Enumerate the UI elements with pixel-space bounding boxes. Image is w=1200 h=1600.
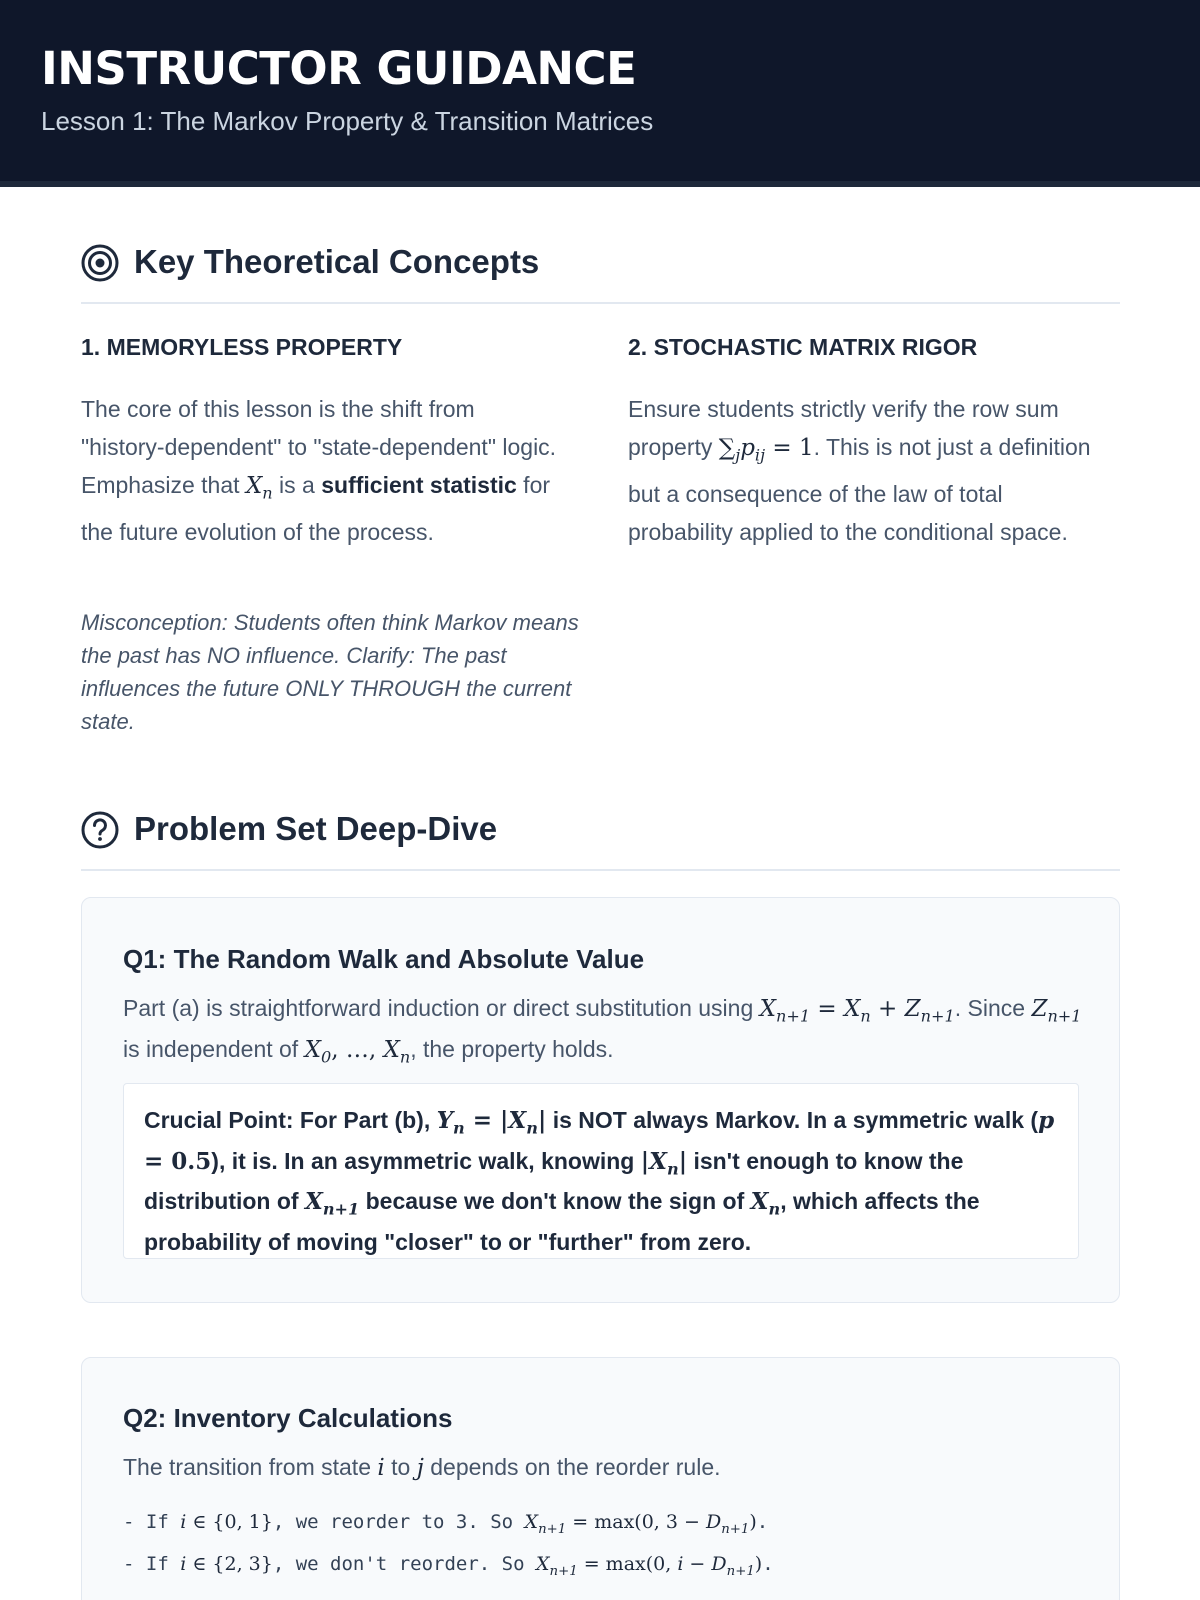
question-card-q1 <box>81 897 1120 1303</box>
section-heading-problems <box>81 811 1120 871</box>
concept-2-title: 2. STOCHASTIC MATRIX RIGOR <box>628 334 978 360</box>
concept-2-text: Ensure students strictly verify the row sum property $\sum_jp_{ij} = 1$. This is not just a definition but a consequence of the law of total probability applied to the conditional space. <box>628 396 1091 545</box>
q2-rule-line-1: - If i ∈ {0, 1}, we reorder to 3. So $X_{n+1} = \max(0$, $3 - D_{n+1}$). <box>123 1511 769 1537</box>
section-title-concepts: Key Theoretical Concepts <box>134 243 540 280</box>
concept-1-text: The core of this lesson is the shift from "history-dependent" to "state-dependent" logic. Emphasize that $X_n$ is a sufficient statistic for the future evolution of the process. <box>81 396 557 545</box>
misconception-note: Misconception: Students often think Markov means the past has NO influence. Clarify: The past influences the future ONLY THROUGH the current state. <box>81 610 579 734</box>
question-card-q2 <box>81 1357 1120 1600</box>
q2-rule-line-2: - If i ∈ {2, 3}, we don't reorder. So $X_{n+1} = \max(0$, $i - D_{n+1}$). <box>123 1553 774 1579</box>
header-banner <box>0 0 1200 187</box>
q2-title: Q2: Inventory Calculations <box>123 1403 453 1433</box>
page-title: INSTRUCTOR GUIDANCE <box>41 42 637 95</box>
target-icon <box>81 244 119 282</box>
sufficient-statistic-bold: sufficient statistic <box>321 472 517 498</box>
question-circle-icon <box>81 811 119 849</box>
q2-text: The transition from state i to j depends on the reorder rule. <box>123 1454 721 1481</box>
q1-text: Part (a) is straightforward induction or direct substitution using $X_{n+1} = X_n + Z_{n+1}$. Since $Z_{n+1}$ is independent of $X_0$, …, $X_n$, the property holds. <box>123 995 1082 1067</box>
section-title-problems: Problem Set Deep-Dive <box>134 810 498 847</box>
q1-title: Q1: The Random Walk and Absolute Value <box>123 944 645 974</box>
concept-1-title: 1. MEMORYLESS PROPERTY <box>81 334 403 360</box>
crucial-point-callout: Crucial Point: For Part (b), $Y_n = |X_n|$ is NOT always Markov. In a symmetric walk (p = 0.5), it is. In an asymmetric walk, knowing $|X_n|$ isn't enough to know the distribution of $X_{n+1}$ because we don't know the sign of $X_n$, which affects the probability of moving "closer" to or "further" from zero. <box>123 1083 1079 1259</box>
page-subtitle: Lesson 1: The Markov Property & Transition Matrices <box>41 106 654 136</box>
section-heading-concepts <box>81 244 1120 304</box>
